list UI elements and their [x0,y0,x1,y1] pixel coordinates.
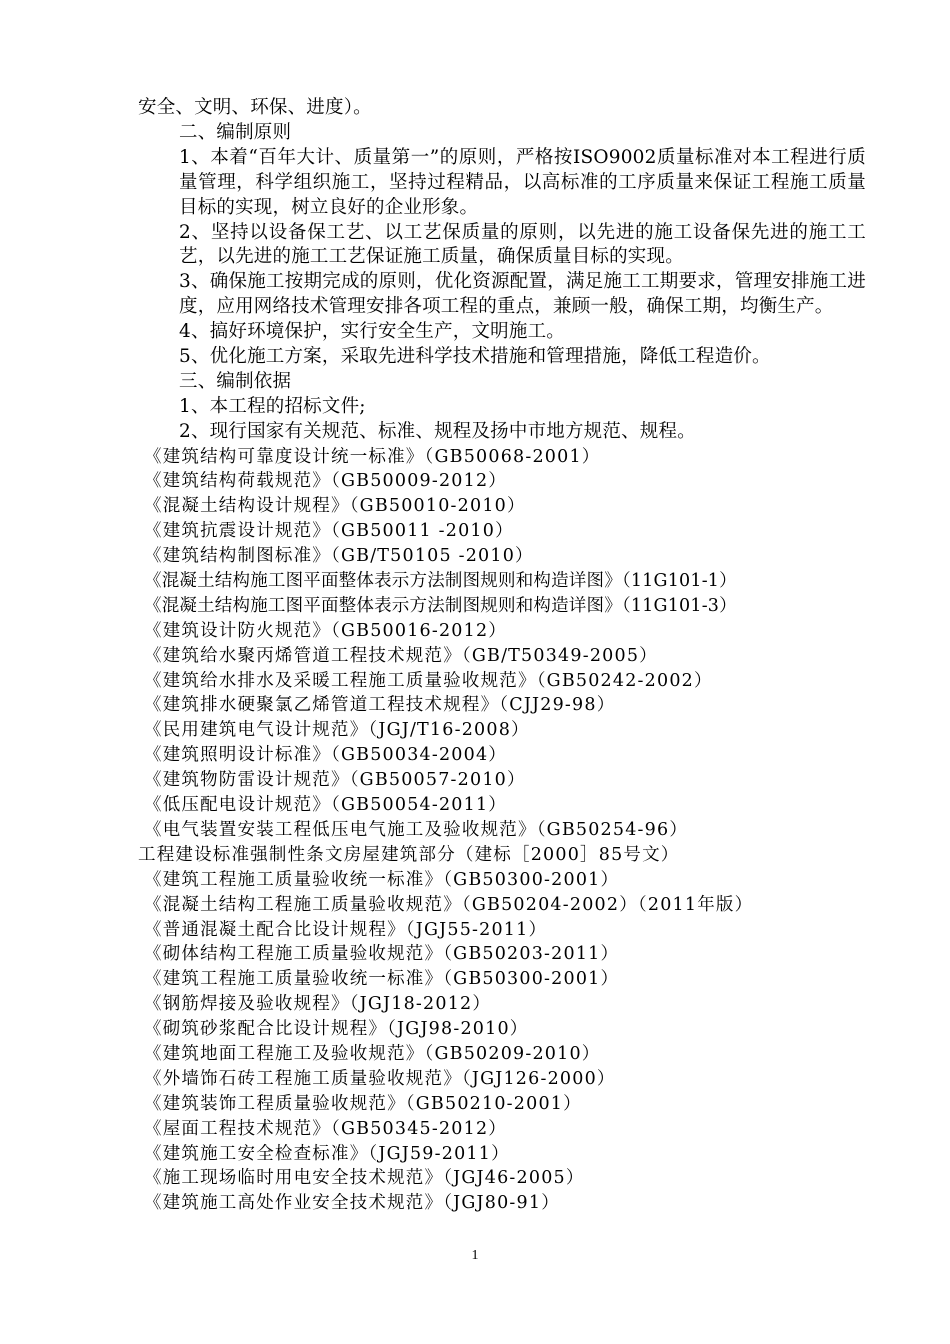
principle-item: 1、本着“百年大计、质量第一”的原则，严格按ISO9002质量标准对本工程进行质量管理，科学组织施工，坚持过程精品，以高标准的工序质量来保证工程施工质量目标的实现，树立良好的企业形象。 [179,146,866,218]
reference-item: 《钢筋焊接及验收规程》（JGJ18-2012） [144,994,492,1015]
principle-item: 2、坚持以设备保工艺、以工艺保质量的原则，以先进的施工设备保先进的施工工艺，以先进的施工工艺保证施工质量，确保质量目标的实现。 [179,221,866,268]
reference-item: 《普通混凝土配合比设计规程》（JGJ55-2011） [144,919,548,940]
reference-item: 《低压配电设计规范》（GB50054-2011） [144,795,508,816]
reference-item: 《建筑结构荷载规范》（GB50009-2012） [144,471,508,492]
reference-item: 《民用建筑电气设计规范》（JGJ/T16-2008） [144,720,530,741]
principle-item: 3、确保施工按期完成的原则，优化资源配置，满足施工工期要求，管理安排施工进度，应用网络技术管理安排各项工程的重点，兼顾一般，确保工期，均衡生产。 [179,271,866,318]
reference-item: 工程建设标准强制性条文房屋建筑部分（建标［2000］85号文） [138,844,680,865]
reference-item: 《建筑抗震设计规范》（GB50011 -2010） [144,521,514,542]
reference-item: 《混凝土结构设计规程》（GB50010-2010） [144,496,526,517]
section-heading-basis: 三、编制依据 [179,370,292,392]
principle-item: 5、优化施工方案，采取先进科学技术措施和管理措施，降低工程造价。 [179,346,771,368]
reference-item: 《屋面工程技术规范》（GB50345-2012） [144,1118,508,1139]
reference-item: 《混凝土结构工程施工质量验收规范》（GB50204-2002）（2011年版） [144,894,754,915]
principle-item: 4、搞好环境保护，实行安全生产，文明施工。 [179,321,565,343]
opening-line: 安全、文明、环保、进度）。 [138,97,372,118]
reference-item: 《建筑排水硬聚氯乙烯管道工程技术规程》（CJJ29-98） [144,695,616,716]
reference-item: 《外墙饰石砖工程施工质量验收规范》（JGJ126-2000） [144,1068,616,1089]
reference-item: 《建筑物防雷设计规范》（GB50057-2010） [144,770,526,791]
reference-item: 《混凝土结构施工图平面整体表示方法制图规则和构造详图》（11G101-1） [144,571,737,592]
reference-item: 《建筑照明设计标准》（GB50034-2004） [144,745,508,766]
reference-item: 《施工现场临时用电安全技术规范》（JGJ46-2005） [144,1168,585,1189]
reference-item: 《建筑施工安全检查标准》（JGJ59-2011） [144,1143,510,1164]
reference-item: 《混凝土结构施工图平面整体表示方法制图规则和构造详图》（11G101-3） [144,595,737,616]
page-content [138,96,866,1216]
basis-item: 2、现行国家有关规范、标准、规程及扬中市地方规范、规程。 [179,420,696,442]
reference-item: 《建筑装饰工程质量验收规范》（GB50210-2001） [144,1093,582,1114]
page-number: 1 [471,1248,479,1263]
reference-item: 《建筑工程施工质量验收统一标准》（GB50300-2001） [144,969,620,990]
section-heading-principles: 二、编制原则 [179,121,292,143]
reference-item: 《建筑施工高处作业安全技术规范》（JGJ80-91） [144,1193,560,1214]
reference-item: 《砌体结构工程施工质量验收规范》（GB50203-2011） [144,944,620,965]
reference-item: 《电气装置安装工程低压电气施工及验收规范》（GB50254-96） [144,819,689,840]
reference-item: 《建筑给水聚丙烯管道工程技术规范》（GB/T50349-2005） [144,645,658,666]
reference-item: 《建筑设计防火规范》（GB50016-2012） [144,620,508,641]
reference-item: 《建筑给水排水及采暖工程施工质量验收规范》（GB50242-2002） [144,670,713,691]
reference-item: 《建筑结构制图标准》（GB/T50105 -2010） [144,546,534,567]
reference-item: 《建筑地面工程施工及验收规范》（GB50209-2010） [144,1043,601,1064]
reference-item: 《砌筑砂浆配合比设计规程》（JGJ98-2010） [144,1019,529,1040]
reference-item: 《建筑工程施工质量验收统一标准》（GB50300-2001） [144,869,620,890]
basis-item: 1、本工程的招标文件; [179,395,366,417]
reference-item: 《建筑结构可靠度设计统一标准》（GB50068-2001） [144,446,601,467]
